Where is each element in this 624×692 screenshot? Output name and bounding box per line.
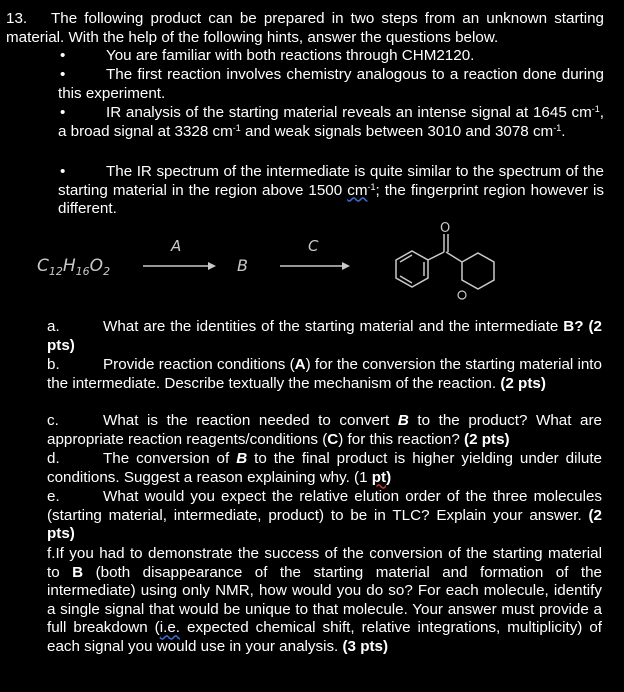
bullet-icon: • [60,104,66,121]
part-a: a. What are the identities of the starting material and the intermediate B? (2 pts) [47,318,602,354]
part-e-label: e. [47,488,60,505]
bullet-icon: • [60,47,66,64]
hint-2-text: The first reaction involves chemistry analogous to a reaction done during this experiment. [58,66,604,102]
part-d-label: d. [47,450,60,467]
tetrahydropyran-ring [462,253,494,289]
product-structure [396,234,494,289]
question-number: 13. [6,10,28,27]
part-a-label: a. [47,318,60,335]
hint-1 [8,47,604,66]
bullet-icon: • [60,163,66,180]
part-d: d. The conversion of B to the final product is higher yielding under dilute conditions. Suggest a reason explaining why. (1 pt) [47,450,602,486]
part-b: b. Provide reaction conditions (A) for the conversion the starting material into the intermediate. Describe textually the mechanism of the reaction. (2 pts) [47,356,602,392]
part-e: e. What would you expect the relative elution order of the three molecules (starting material, intermediate, product) to be in TLC? Explain your answer. (2 pts) [47,488,602,543]
hint-3-text: IR analysis of the starting material reveals an intense signal at 1645 $cm^{-1}$, a broad signal at 3328 $cm^{-1}$ and weak signals between 3010 and 3078 $cm^{-1}$. [58,104,604,140]
part-b-label: b. [47,356,60,373]
question-intro [6,10,604,47]
part-f: f.If you had to demonstrate the success of the conversion of the starting material to B (both disappearance of the starting material and formation of the intermediate) using only NMR, how would you do so? For each molecule, identify a single signal that would be unique to that molecule. Your answer must provide a full breakdown (i.e. expected chemical shift, relative integrations, multiplicity) of each signal you would use in your analysis. (3 pts) [47,545,603,655]
hint-3 [8,104,604,141]
reagent-c-label: C [308,237,319,255]
part-f-label: f. [47,545,56,562]
ring-oxygen [458,291,466,299]
carbonyl-to-ring-bond [446,252,462,262]
arrow-c-head [342,262,350,270]
arrow-a-head [208,262,216,270]
hint-2 [8,66,604,103]
benzene-ring [396,251,428,287]
hint-4 [8,163,604,219]
question-intro-text: The following product can be prepared in two steps from an unknown starting material. With the help of the following hints, answer the questions below. [6,10,604,46]
hint-1-text: You are familiar with both reactions through CHM2120. [106,47,475,64]
carbonyl-oxygen: O [440,222,451,236]
starting-formula: $C_{12}H_{16}O_2$ [37,256,111,278]
reagent-a-label: A [171,237,182,255]
part-c: c. What is the reaction needed to convert B to the product? What are appropriate reaction reagents/conditions (C) for this reaction? (2 pts) [47,412,602,448]
hint-4-text: The IR spectrum of the intermediate is quite similar to the spectrum of the starting material in the region above 1500 $cm^{-1}$; the fingerprint region however is different. [58,163,604,218]
ring-to-carbonyl-bond [428,252,444,260]
part-c-label: c. [47,412,59,429]
intermediate-b-label: B [237,256,248,275]
bullet-icon: • [60,66,66,83]
reaction-scheme [0,222,624,314]
